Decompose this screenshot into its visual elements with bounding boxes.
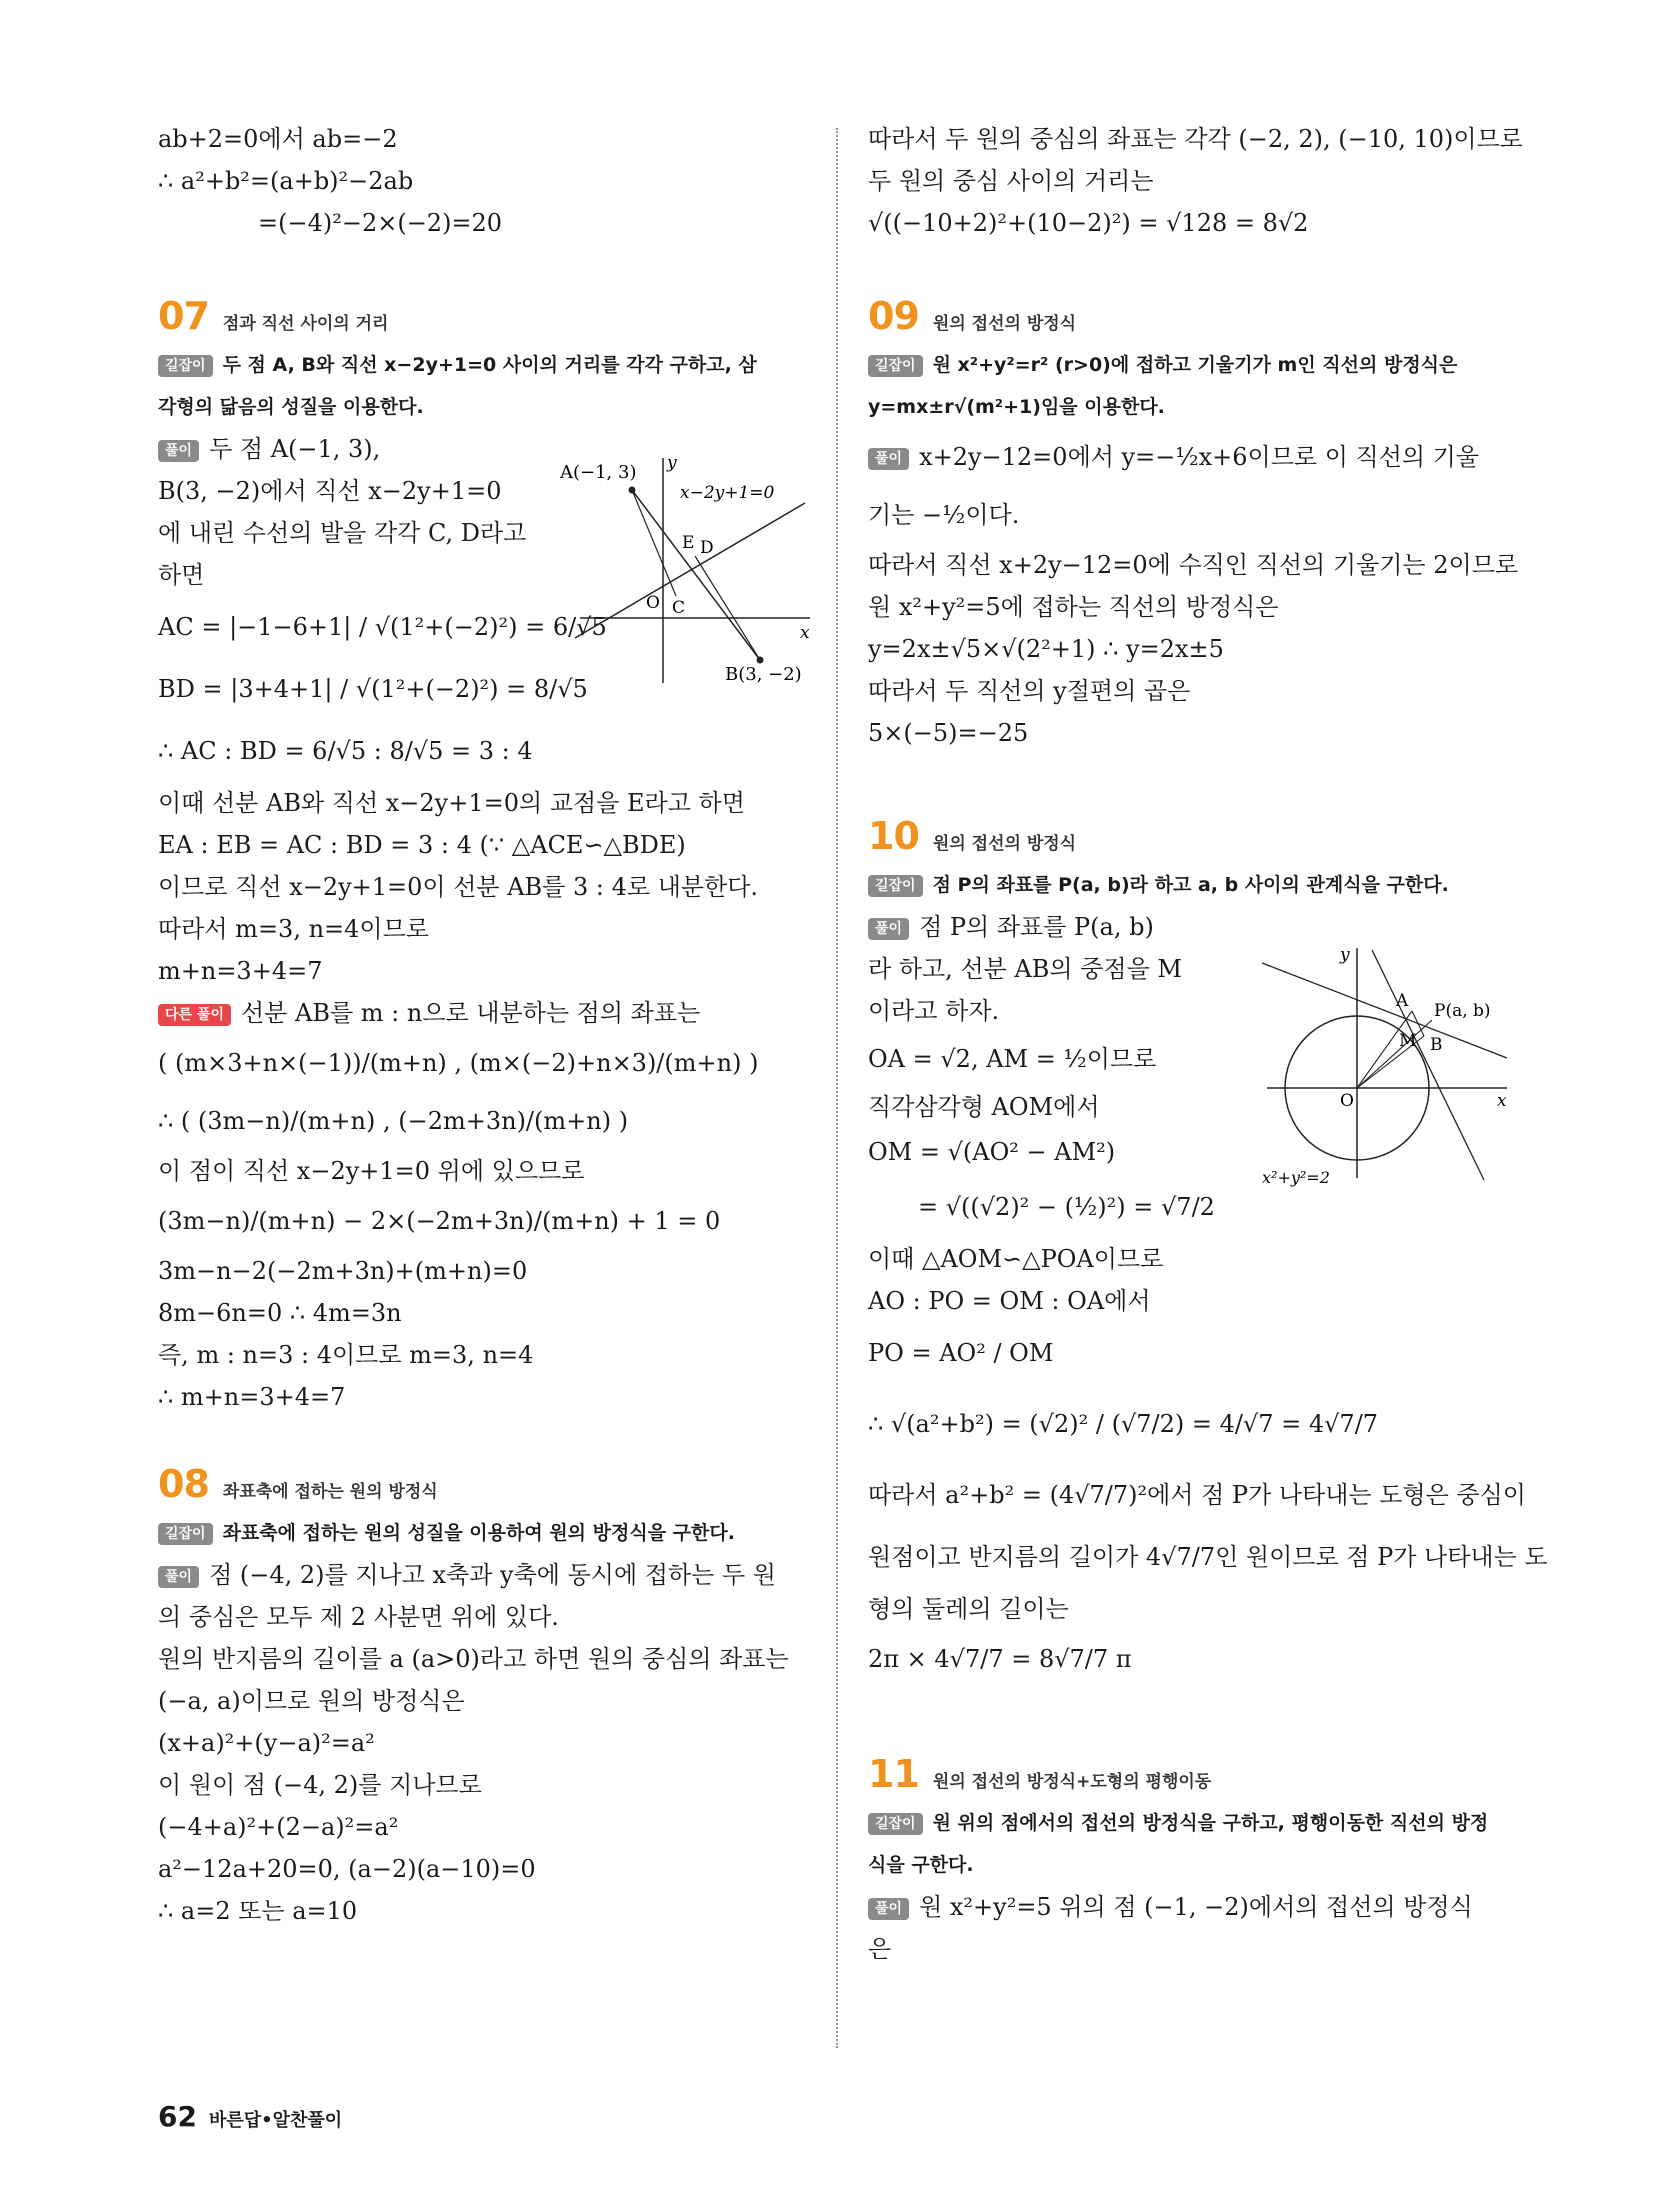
text-line: =(−4)²−2×(−2)=20 [258, 209, 503, 237]
solution-line: 원 x²+y²=5에 접하는 직선의 방정식은 [868, 593, 1279, 621]
segment-ac [632, 490, 676, 596]
text-line: ∴ a²+b²=(a+b)²−2ab [158, 167, 414, 195]
solution-text: 점 P의 좌표를 P(a, b) [919, 913, 1154, 941]
solution-line [158, 1554, 808, 1596]
solution-line: EA : EB = AC : BD = 3 : 4 (∵ △ACE∽△BDE) [158, 831, 686, 859]
solution-line: 이때 선분 AB와 직선 x−2y+1=0의 교점을 E라고 하면 [158, 789, 745, 817]
solution-line [868, 1886, 1518, 1928]
alt-solution-line [158, 992, 808, 1034]
formula-line: ∴ AC : BD = 6/√5 : 8/√5 = 3 : 4 [158, 737, 533, 765]
solution-tag: 풀이 [868, 918, 909, 940]
segment-bd [695, 556, 760, 660]
segment-ab [632, 490, 760, 660]
formula-line: AC = |−1−6+1| / √(1²+(−2)²) = 6/√5 [158, 613, 607, 641]
solution-tag: 풀이 [868, 1898, 909, 1920]
solution-tag: 풀이 [158, 1566, 199, 1588]
label-o: O [1340, 1091, 1354, 1111]
hint-text: 점 P의 좌표를 P(a, b)라 하고 a, b 사이의 관계식을 구한다. [932, 874, 1449, 896]
formula-line: PO = AO² / OM [868, 1339, 1054, 1367]
section-title: 원의 접선의 방정식+도형의 평행이동 [932, 1772, 1212, 1792]
solution-tag: 풀이 [158, 440, 199, 462]
text-line: √((−10+2)²+(10−2)²) = √128 = 8√2 [868, 209, 1309, 237]
footer-title: 바른답•알찬풀이 [208, 2110, 343, 2131]
solution-line: 하면 [158, 561, 205, 589]
hint-text: 원 위의 점에서의 접선의 방정식을 구하고, 평행이동한 직선의 방정 [932, 1812, 1489, 1834]
solution-line: AO : PO = OM : OA에서 [868, 1287, 1151, 1315]
section-number: 10 [868, 814, 919, 858]
solution-line: 따라서 직선 x+2y−12=0에 수직인 직선의 기울기는 2이므로 [868, 551, 1519, 579]
solution-line: 따라서 두 직선의 y절편의 곱은 [868, 677, 1191, 705]
label-c: C [672, 598, 686, 618]
solution-line: B(3, −2)에서 직선 x−2y+1=0 [158, 477, 502, 505]
section-11-header [868, 1752, 1518, 1796]
solution-line: 직각삼각형 AOM에서 [868, 1093, 1100, 1121]
solution-line: (x+a)²+(y−a)²=a² [158, 1729, 375, 1757]
solution-line: a²−12a+20=0, (a−2)(a−10)=0 [158, 1855, 536, 1883]
label-y: y [1340, 945, 1350, 965]
solution-line: 즉, m : n=3 : 4이므로 m=3, n=4 [158, 1341, 534, 1369]
solution-line: ∴ m+n=3+4=7 [158, 1383, 346, 1411]
hint-line [158, 1512, 808, 1554]
hint-line [868, 864, 1518, 906]
text-line: 두 원의 중심 사이의 거리는 [868, 167, 1154, 195]
section-number: 07 [158, 294, 209, 338]
label-b: B(3, −2) [725, 664, 802, 685]
hint-line [868, 1802, 1518, 1844]
tangent-line-2 [1372, 950, 1484, 1180]
solution-line: 이때 △AOM∽△POA이므로 [868, 1245, 1164, 1273]
solution-line: m+n=3+4=7 [158, 957, 323, 985]
solution-line: 의 중심은 모두 제 2 사분면 위에 있다. [158, 1603, 559, 1631]
section-10-header [868, 814, 1518, 858]
label-line: x−2y+1=0 [680, 483, 775, 503]
section-07-header [158, 294, 808, 338]
solution-line: 기는 −½이다. [868, 501, 1020, 529]
label-a: A [1396, 991, 1409, 1011]
page-footer [158, 2100, 342, 2133]
solution-line: 이 점이 직선 x−2y+1=0 위에 있으므로 [158, 1157, 585, 1185]
solution-line: 8m−6n=0 ∴ 4m=3n [158, 1299, 402, 1327]
formula-line: (3m−n)/(m+n) − 2×(−2m+3n)/(m+n) + 1 = 0 [158, 1207, 721, 1235]
solution-line: 따라서 a²+b² = (4√7/7)²에서 점 P가 나타내는 도형은 중심이 [868, 1481, 1526, 1509]
formula-line: = √((√2)² − (½)²) = √7/2 [918, 1193, 1215, 1221]
solution-text: x+2y−12=0에서 y=−½x+6이므로 이 직선의 기울 [919, 443, 1480, 471]
label-e: E [682, 533, 695, 553]
figure-07 [560, 448, 820, 688]
point-a [629, 487, 636, 494]
section-title: 점과 직선 사이의 거리 [222, 314, 389, 334]
solution-line: 에 내린 수선의 발을 각각 C, D라고 [158, 519, 527, 547]
solution-line: 원점이고 반지름의 길이가 4√7/7인 원이므로 점 P가 나타내는 도 [868, 1543, 1548, 1571]
hint-tag: 길잡이 [158, 355, 213, 377]
hint-tag: 길잡이 [158, 1523, 213, 1545]
solution-tag: 풀이 [868, 448, 909, 470]
solution-line: 형의 둘레의 길이는 [868, 1595, 1069, 1623]
hint-text: 원 x²+y²=r² (r>0)에 접하고 기울기가 m인 직선의 방정식은 [932, 354, 1458, 376]
text-line: 따라서 두 원의 중심의 좌표는 각각 (−2, 2), (−10, 10)이므로 [868, 125, 1523, 153]
hint-line: y=mx±r√(m²+1)임을 이용한다. [868, 396, 1165, 418]
text-line: ab+2=0에서 ab=−2 [158, 125, 398, 153]
section-number: 09 [868, 294, 919, 338]
label-o: O [646, 593, 660, 613]
label-d: D [700, 538, 714, 558]
label-x: x [800, 623, 810, 643]
page-number: 62 [158, 2100, 197, 2133]
formula-line: ( (m×3+n×(−1))/(m+n) , (m×(−2)+n×3)/(m+n) ) [158, 1049, 759, 1077]
formula-line: ∴ √(a²+b²) = (√2)² / (√7/2) = 4/√7 = 4√7/7 [868, 1410, 1379, 1438]
hint-tag: 길잡이 [868, 875, 923, 897]
solution-line: y=2x±√5×√(2²+1) ∴ y=2x±5 [868, 635, 1224, 663]
label-b: B [1430, 1035, 1443, 1055]
solution-line [868, 428, 1518, 486]
solution-line: (−a, a)이므로 원의 방정식은 [158, 1687, 465, 1715]
solution-line: 3m−n−2(−2m+3n)+(m+n)=0 [158, 1257, 528, 1285]
hint-tag: 길잡이 [868, 1813, 923, 1835]
solution-text: 두 점 A(−1, 3), [209, 435, 381, 463]
point-b [757, 657, 764, 664]
solution-line: 이라고 하자. [868, 997, 1000, 1025]
solution-text: 점 (−4, 2)를 지나고 x축과 y축에 동시에 접하는 두 원 [209, 1561, 776, 1589]
label-x: x [1497, 1091, 1507, 1111]
section-number: 08 [158, 1462, 209, 1506]
hint-text: 두 점 A, B와 직선 x−2y+1=0 사이의 거리를 각각 구하고, 삼 [222, 354, 757, 376]
formula-line: ∴ ( (3m−n)/(m+n) , (−2m+3n)/(m+n) ) [158, 1107, 629, 1135]
section-09-header [868, 294, 1518, 338]
label-y: y [667, 453, 677, 473]
label-p: P(a, b) [1434, 1001, 1491, 1021]
formula-line: OM = √(AO² − AM²) [868, 1138, 1116, 1166]
hint-line: 식을 구한다. [868, 1854, 974, 1876]
column-divider [836, 128, 838, 2048]
solution-line: (−4+a)²+(2−a)²=a² [158, 1813, 399, 1841]
section-title: 원의 접선의 방정식 [932, 834, 1077, 854]
solution-text: 원 x²+y²=5 위의 점 (−1, −2)에서의 접선의 방정식 [919, 1893, 1473, 1921]
label-m: M [1399, 1031, 1417, 1051]
section-number: 11 [868, 1752, 919, 1796]
solution-line: 이므로 직선 x−2y+1=0이 선분 AB를 3 : 4로 내분한다. [158, 873, 759, 901]
figure-10 [1262, 938, 1512, 1198]
hint-line [158, 344, 808, 386]
solution-line: ∴ a=2 또는 a=10 [158, 1897, 358, 1925]
formula-line: BD = |3+4+1| / √(1²+(−2)²) = 8/√5 [158, 675, 588, 703]
solution-line: 라 하고, 선분 AB의 중점을 M [868, 955, 1182, 983]
solution-line: 이 원이 점 (−4, 2)를 지나므로 [158, 1771, 482, 1799]
label-a: A(−1, 3) [560, 462, 637, 483]
solution-line: 따라서 m=3, n=4이므로 [158, 915, 429, 943]
solution-line: OA = √2, AM = ½이므로 [868, 1045, 1157, 1073]
hint-text: 좌표축에 접하는 원의 성질을 이용하여 원의 방정식을 구한다. [222, 1522, 735, 1544]
left-column [158, 118, 808, 1932]
section-08-header [158, 1462, 808, 1506]
hint-tag: 길잡이 [868, 355, 923, 377]
solution-line: 5×(−5)=−25 [868, 719, 1029, 747]
section-title: 좌표축에 접하는 원의 방정식 [222, 1482, 438, 1502]
hint-line [868, 344, 1518, 386]
alt-solution-text: 선분 AB를 m : n으로 내분하는 점의 좌표는 [240, 999, 701, 1027]
formula-line: 2π × 4√7/7 = 8√7/7 π [868, 1645, 1132, 1673]
alt-solution-tag: 다른 풀이 [158, 1004, 231, 1026]
label-circle: x²+y²=2 [1262, 1168, 1330, 1187]
hint-line: 각형의 닮음의 성질을 이용한다. [158, 396, 424, 418]
solution-line: 은 [868, 1935, 892, 1963]
solution-line: 원의 반지름의 길이를 a (a>0)라고 하면 원의 중심의 좌표는 [158, 1645, 789, 1673]
section-title: 원의 접선의 방정식 [932, 314, 1077, 334]
